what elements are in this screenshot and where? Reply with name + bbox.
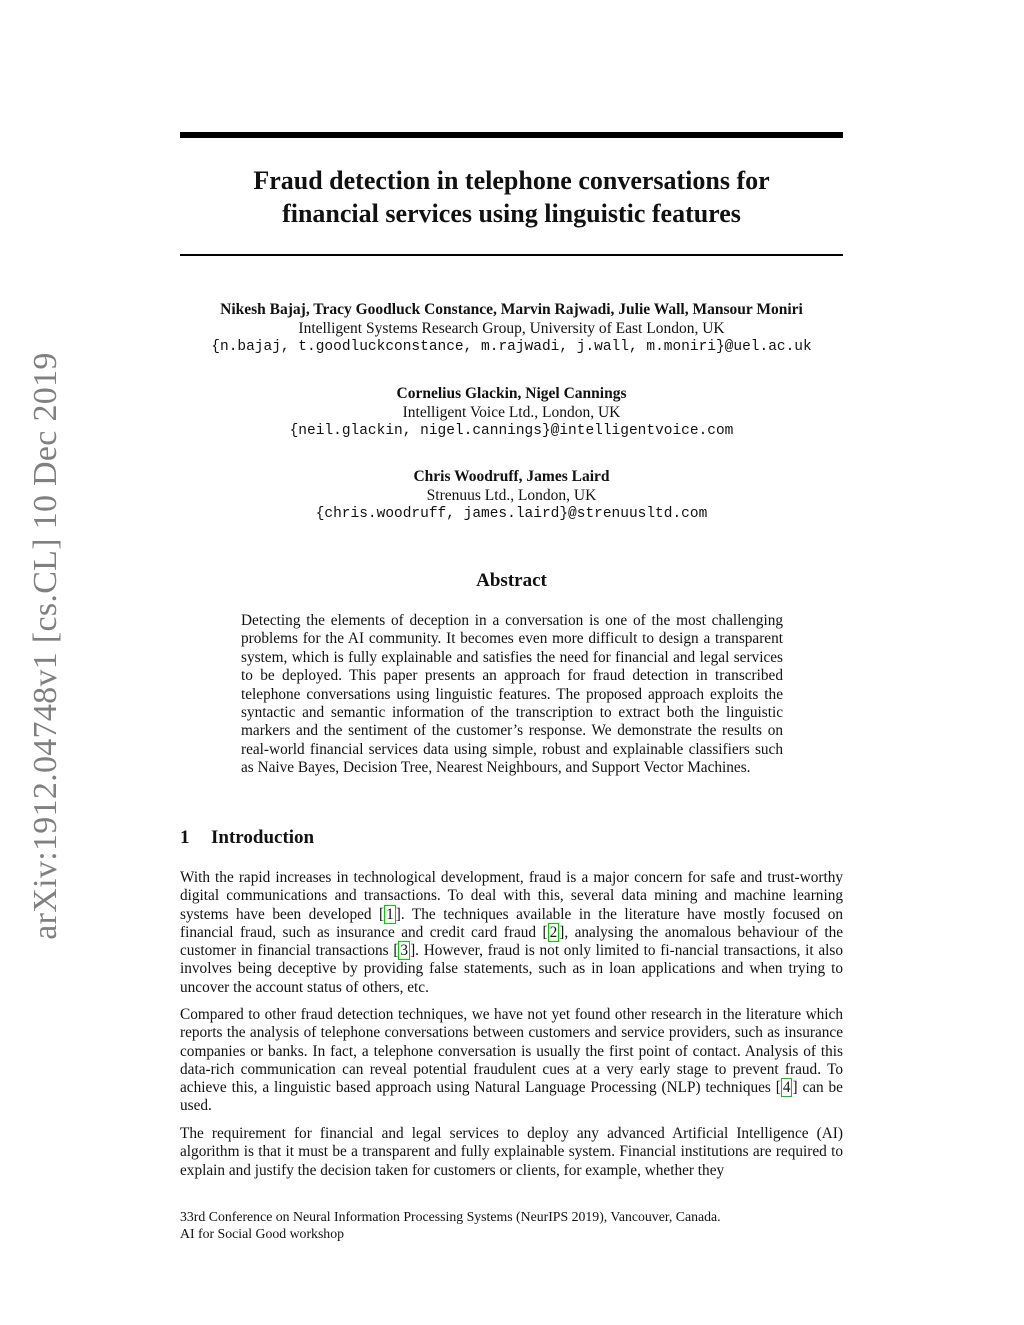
author-affiliation: Intelligent Voice Ltd., London, UK (402, 404, 621, 421)
section-heading (180, 827, 314, 849)
conference-footnote (180, 1208, 721, 1242)
paper-title (180, 164, 843, 230)
title-line-2: financial services using linguistic features (282, 199, 741, 228)
author-emails[interactable]: {neil.glackin, nigel.cannings}@intelligentvoice.com (289, 423, 734, 439)
citation-link[interactable]: 2 (549, 923, 558, 941)
citation-link[interactable]: 4 (782, 1079, 791, 1097)
section-title: Introduction (211, 827, 315, 848)
author-group-3 (180, 467, 843, 524)
section-number: 1 (180, 827, 190, 848)
abstract-text: Detecting the elements of deception in a conversation is one of the most challenging problems for the AI community. It becomes even more difficult to design a transparent system, which is fully explainable and satisfies the need for financial and legal services to be deployed. This paper presents an approach for fraud detection in transcribed telephone conversations using linguistic features. The proposed approach exploits the syntactic and semantic information of the transcription to extract both the linguistic markers and the sentiment of the customer’s response. We demonstrate the results on real-world financial services data using simple, robust and explainable classifiers such as Naive Bayes, Decision Tree, Nearest Neighbours, and Support Vector Machines. (241, 612, 783, 777)
footnote-line-2: AI for Social Good workshop (180, 1226, 345, 1241)
intro-paragraph-2: Compared to other fraud detection techniques, we have not yet found other research in the literature which reports the analysis of telephone conversations between customers and service providers, such as insurance companies or banks. In fact, a telephone conversation is usually the first point of contact. Analysis of this data-rich communication can reveal potential fraudulent cues at a very early stage to prevent fraud. To achieve this, a linguistic based approach using Natural Language Processing (NLP) techniques [ 4 ] can be used. (180, 1006, 843, 1115)
author-affiliation: Intelligent Systems Research Group, University of East London, UK (298, 320, 725, 337)
author-group-1 (180, 300, 843, 357)
arxiv-stamp: arXiv:1912.04748v1 [cs.CL] 10 Dec 2019 (27, 352, 64, 940)
footnote-line-1: 33rd Conference on Neural Information Processing Systems (NeurIPS 2019), Vancouver, Canada. (180, 1209, 721, 1224)
author-group-2 (180, 384, 843, 441)
abstract-heading: Abstract (476, 570, 547, 591)
citation-link[interactable]: 3 (400, 942, 409, 960)
author-names: Nikesh Bajaj, Tracy Goodluck Constance, Marvin Rajwadi, Julie Wall, Mansour Moniri (220, 301, 803, 318)
intro-paragraph-3: The requirement for financial and legal services to deploy any advanced Artificial Intelligence (AI) algorithm is that it must be a transparent and fully explainable system. Financial institutions are required to explain and justify the decision taken for customers or clients, for example, whether they (180, 1125, 843, 1179)
citation-link[interactable]: 1 (386, 905, 394, 923)
author-affiliation: Strenuus Ltd., London, UK (426, 487, 597, 504)
author-names: Chris Woodruff, James Laird (413, 468, 610, 485)
title-top-rule (180, 132, 843, 138)
author-emails[interactable]: {chris.woodruff, james.laird}@strenuusltd.com (315, 506, 708, 522)
title-bottom-rule (180, 254, 843, 256)
intro-paragraph-1: With the rapid increases in technological development, fraud is a major concern for safe and trust-worthy digital communications and transactions. To deal with this, several data mining and machine learning systems have been developed [ 1 ]. The techniques available in the literature have mostly focused on financial fraud, such as insurance and credit card fraud [ 2 ], analysing the anomalous behaviour of the customer in financial transactions [ 3 ]. However, fraud is not only limited to fi-nancial transactions, it also involves being deceptive by providing false statements, such as in loan applications and when trying to uncover the account status of others, etc. (180, 869, 844, 996)
title-line-1: Fraud detection in telephone conversations for (253, 166, 770, 195)
author-emails[interactable]: {n.bajaj, t.goodluckconstance, m.rajwadi, j.wall, m.moniri}@uel.ac.uk (211, 339, 812, 355)
author-names: Cornelius Glackin, Nigel Cannings (396, 385, 627, 402)
